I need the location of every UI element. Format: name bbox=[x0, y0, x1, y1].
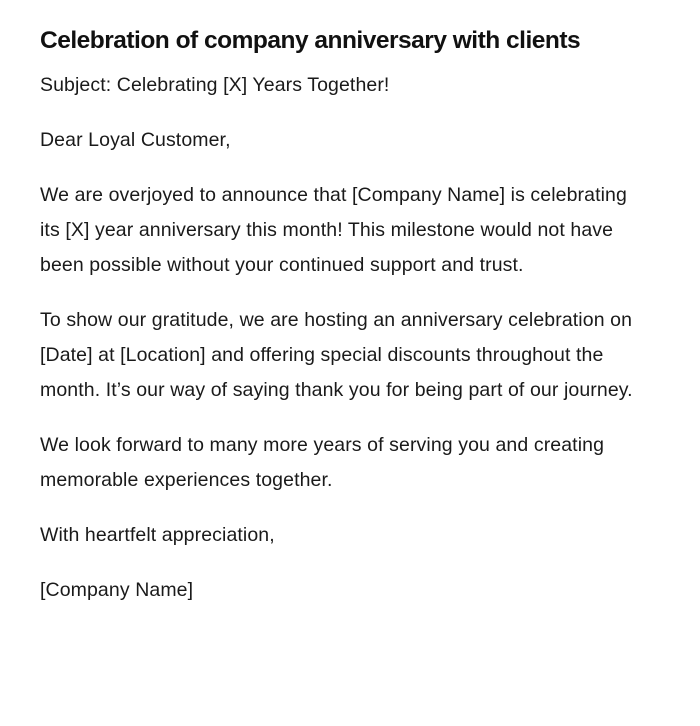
greeting: Dear Loyal Customer, bbox=[40, 129, 231, 151]
paragraph-announcement: We are overjoyed to announce that [Company Name] is celebrating its [X] year anniversary this month! This milestone would not have been possible without your continued support and trust. bbox=[40, 184, 627, 276]
subject-line: Subject: Celebrating [X] Years Together! bbox=[40, 74, 390, 96]
closing-line: With heartfelt appreciation, bbox=[40, 524, 275, 546]
paragraph-celebration: To show our gratitude, we are hosting an anniversary celebration on [Date] at [Location] and offering special discounts throughout the month. It’s our way of saying thank you for being part of our journey. bbox=[40, 309, 633, 401]
document-body bbox=[40, 24, 652, 628]
paragraph-outlook: We look forward to many more years of serving you and creating memorable experiences together. bbox=[40, 434, 605, 491]
signature: [Company Name] bbox=[40, 579, 194, 601]
document-title: Celebration of company anniversary with clients bbox=[40, 27, 581, 54]
